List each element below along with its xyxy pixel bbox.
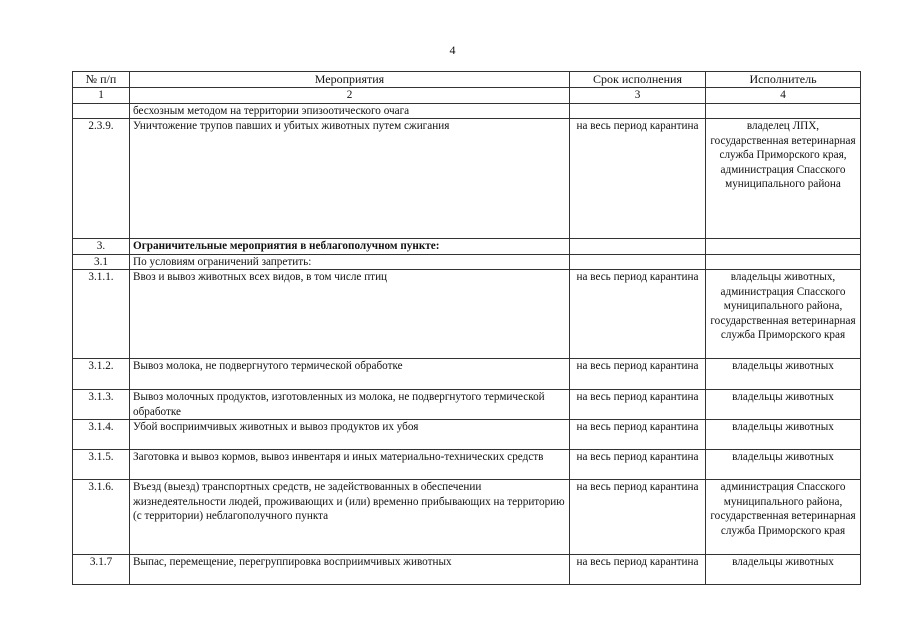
- row-number: 3.1.2.: [73, 359, 130, 390]
- row-measure: бесхозным методом на территории эпизоотического очага: [130, 103, 570, 119]
- header-measures: Мероприятия: [130, 72, 570, 88]
- row-number: 3.1: [73, 254, 130, 270]
- row-measure: Заготовка и вывоз кормов, вывоз инвентаря и иных материально-технических средств: [130, 450, 570, 480]
- row-executor: владелец ЛПХ, государственная ветеринарная служба Приморского края, администрация Спасского муниципального района: [706, 119, 861, 239]
- column-index: 1: [73, 88, 130, 104]
- row-executor: владельцы животных: [706, 420, 861, 450]
- column-index: 2: [130, 88, 570, 104]
- section-title-text: Ограничительные мероприятия в неблагополучном пункте:: [133, 240, 440, 252]
- row-number: 2.3.9.: [73, 119, 130, 239]
- column-index-row: [73, 88, 861, 104]
- row-executor: [706, 239, 861, 255]
- row-term: [570, 239, 706, 255]
- table-header-row: [73, 72, 861, 88]
- row-term: [570, 254, 706, 270]
- row-executor: администрация Спасского муниципального района, государственная ветеринарная служба Приморского края: [706, 480, 861, 555]
- row-term: на весь период карантина: [570, 555, 706, 585]
- table-row: [73, 359, 861, 390]
- table-row: [73, 555, 861, 585]
- row-term: [570, 103, 706, 119]
- row-measure: Убой восприимчивых животных и вывоз продуктов их убоя: [130, 420, 570, 450]
- table-row: [73, 480, 861, 555]
- section-title: [130, 239, 570, 255]
- row-executor: [706, 103, 861, 119]
- table-row: [73, 254, 861, 270]
- row-term: на весь период карантина: [570, 420, 706, 450]
- row-number: [73, 103, 130, 119]
- header-number: № п/п: [73, 72, 130, 88]
- header-term: Срок исполнения: [570, 72, 706, 88]
- table-row: [73, 270, 861, 359]
- row-measure: Вывоз молочных продуктов, изготовленных из молока, не подвергнутого термической обработке: [130, 390, 570, 420]
- row-number: 3.1.4.: [73, 420, 130, 450]
- table-row: [73, 390, 861, 420]
- row-measure: По условиям ограничений запретить:: [130, 254, 570, 270]
- row-term: на весь период карантина: [570, 359, 706, 390]
- page-number: 4: [449, 43, 456, 57]
- row-executor: владельцы животных: [706, 555, 861, 585]
- row-measure: Вывоз молока, не подвергнутого термической обработке: [130, 359, 570, 390]
- row-number: 3.1.1.: [73, 270, 130, 359]
- row-executor: владельцы животных: [706, 450, 861, 480]
- row-measure: Ввоз и вывоз животных всех видов, в том числе птиц: [130, 270, 570, 359]
- row-number: 3.1.7: [73, 555, 130, 585]
- row-term: на весь период карантина: [570, 390, 706, 420]
- table-row: [73, 450, 861, 480]
- row-number: 3.1.5.: [73, 450, 130, 480]
- row-executor: владельцы животных: [706, 359, 861, 390]
- row-number: 3.1.3.: [73, 390, 130, 420]
- row-term: на весь период карантина: [570, 480, 706, 555]
- row-measure: Выпас, перемещение, перегруппировка восприимчивых животных: [130, 555, 570, 585]
- row-term: на весь период карантина: [570, 270, 706, 359]
- row-measure: Уничтожение трупов павших и убитых животных путем сжигания: [130, 119, 570, 239]
- row-term: на весь период карантина: [570, 119, 706, 239]
- table-row: [73, 119, 861, 239]
- row-measure: Въезд (выезд) транспортных средств, не задействованных в обеспечении жизнедеятельности людей, проживающих и (или) временно прибывающих на территорию (с территории) неблагополучного пункта: [130, 480, 570, 555]
- row-executor: владельцы животных, администрация Спасского муниципального района, государственная ветеринарная служба Приморского края: [706, 270, 861, 359]
- row-term: на весь период карантина: [570, 450, 706, 480]
- column-index: 3: [570, 88, 706, 104]
- row-executor: [706, 254, 861, 270]
- header-executor: Исполнитель: [706, 72, 861, 88]
- measures-table: [72, 71, 861, 585]
- column-index: 4: [706, 88, 861, 104]
- row-number: 3.1.6.: [73, 480, 130, 555]
- table-row: [73, 103, 861, 119]
- table-row: [73, 420, 861, 450]
- row-number: 3.: [73, 239, 130, 255]
- row-executor: владельцы животных: [706, 390, 861, 420]
- section-row: [73, 239, 861, 255]
